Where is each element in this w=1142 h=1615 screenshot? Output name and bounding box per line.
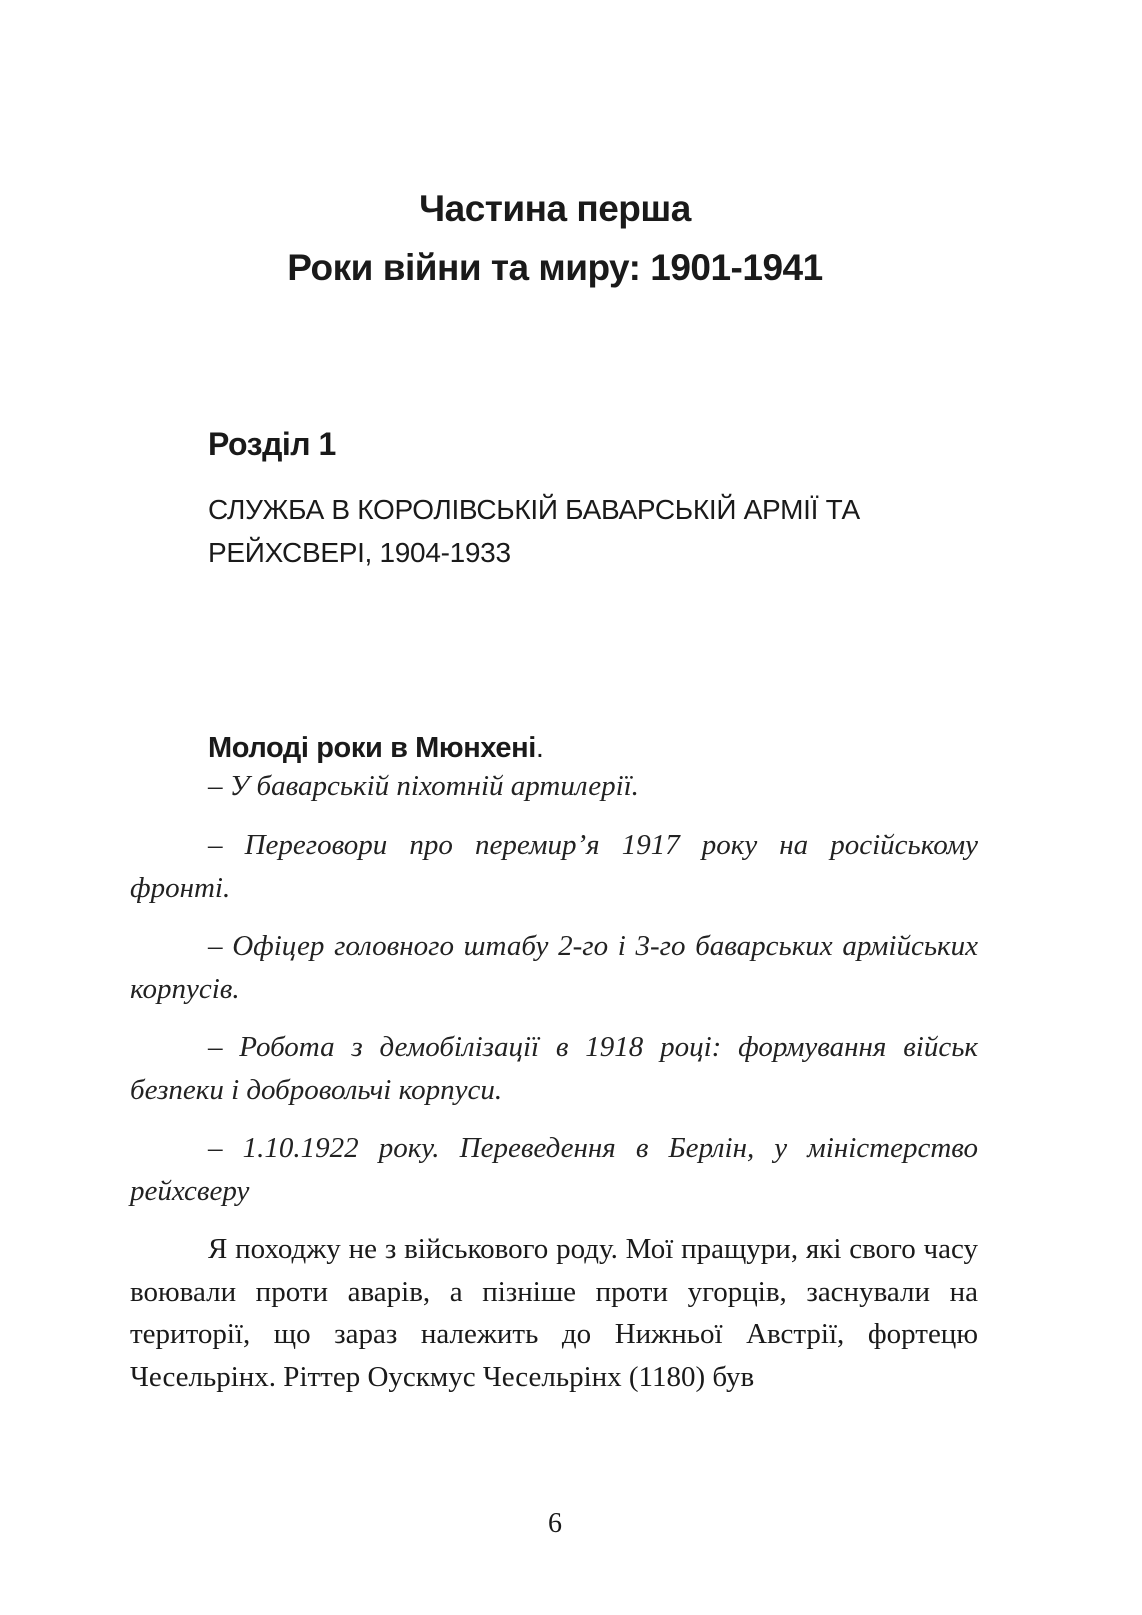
page-number: 6 [548, 1508, 562, 1539]
summary-item: – Робота з демобілізації в 1918 році: формування військ безпеки і добровольчі корпуси. [130, 1031, 978, 1106]
chapter-title: СЛУЖБА В КОРОЛІВСЬКІЙ БАВАРСЬКІЙ АРМІЇ ТА РЕЙХСВЕРІ, 1904-1933 [208, 494, 860, 568]
summary-item: – Офіцер головного штабу 2-го і 3-го баварських армійських корпусів. [130, 930, 978, 1005]
part-title: Частина перша [419, 188, 691, 229]
summary-item: – Переговори про перемир’я 1917 року на російському фронті. [130, 829, 978, 904]
summary-item: – 1.10.1922 року. Переведення в Берлін, у міністерство рейхсверу [130, 1132, 978, 1207]
chapter-label: Розділ 1 [208, 426, 336, 462]
section-title-text: Молоді роки в Мюнхені [208, 732, 536, 764]
section-title-punct: . [535, 732, 544, 764]
part-subtitle: Роки війни та миру: 1901-1941 [287, 247, 823, 288]
section-title [208, 732, 544, 765]
summary-item: – У баварській піхотній артилерії. [208, 770, 639, 802]
body-paragraph: Я походжу не з військового роду. Мої пращури, які свого часу воювали проти аварів, а пізніше проти угорців, заснували на території, що зараз належить до Нижньої Австрії, фортецю Чесельрінх. Ріттер Оускмус Чесельрінх (1180) був [130, 1233, 978, 1393]
